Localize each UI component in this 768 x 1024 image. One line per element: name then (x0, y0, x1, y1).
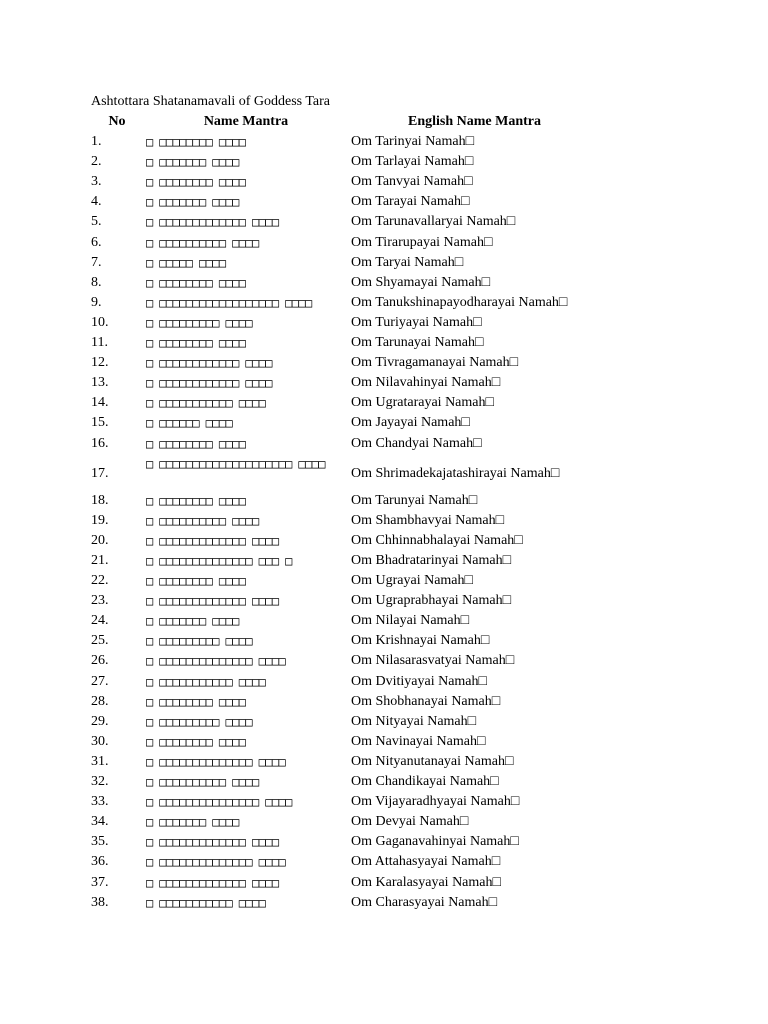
document-title: Ashtottara Shatanamavali of Goddess Tara (91, 94, 331, 109)
row-number: 28. (91, 693, 109, 709)
english-name-mantra-cell: Om Shyamayai Namah□ (351, 274, 491, 290)
table-row (0, 174, 768, 194)
english-name-mantra-cell: Om Dvitiyayai Namah□ (351, 673, 487, 689)
row-number: 22. (91, 573, 109, 588)
english-name-mantra-cell: Om Tarunavallaryai Namah□ (351, 214, 516, 230)
table-row (0, 395, 768, 415)
english-name-mantra-cell: Om Attahasyayai Namah□ (351, 854, 501, 870)
row-number: 26. (91, 653, 109, 669)
table-row (0, 593, 768, 613)
english-name-mantra-cell: Om Nilavahinyai Namah□ (351, 375, 501, 391)
row-number: 4. (91, 194, 102, 210)
table-row (0, 436, 768, 456)
english-name-mantra-cell: Om Karalasyayai Namah□ (351, 874, 501, 890)
name-mantra-cell: □ □□□□□□□□ □□□□ (146, 336, 246, 350)
table-row (0, 734, 768, 754)
english-name-mantra-cell: Om Nityayai Namah□ (351, 713, 477, 729)
name-mantra-cell: □ □□□□□□□ □□□□ (146, 815, 239, 830)
table-row (0, 674, 768, 694)
table-row (0, 533, 768, 553)
english-name-mantra-cell: Om Nilasarasvatyai Namah□ (351, 653, 515, 669)
name-mantra-cell: □ □□□□□□□□□□ □□□□ (146, 775, 259, 789)
english-name-mantra-cell: Om Taryai Namah□ (351, 254, 464, 270)
row-number: 29. (91, 713, 109, 729)
english-name-mantra-cell: Om Shobhanayai Namah□ (351, 693, 501, 709)
row-number: 20. (91, 532, 109, 548)
name-mantra-cell: □ □□□□□□ □□□□ (146, 416, 233, 431)
english-name-mantra-cell: Om Tarinyai Namah□ (351, 134, 475, 149)
english-name-mantra-cell: Om Nityanutanayai Namah□ (351, 753, 514, 769)
row-number: 38. (91, 894, 109, 910)
row-number: 35. (91, 834, 109, 850)
english-name-mantra-cell: Om Shambhavyai Namah□ (351, 512, 505, 528)
english-name-mantra-cell: Om Krishnayai Namah□ (351, 633, 490, 649)
row-number: 36. (91, 854, 109, 870)
english-name-mantra-cell: Om Chandyai Namah□ (351, 435, 482, 451)
row-number: 33. (91, 794, 109, 810)
name-mantra-cell: □ □□□□□□□□□□□□ □□□□ (146, 356, 272, 371)
table-row (0, 633, 768, 653)
english-name-mantra-cell: Om Gaganavahinyai Namah□ (351, 834, 519, 850)
table-row (0, 415, 768, 435)
table-row (0, 613, 768, 633)
english-name-mantra-cell: Om Vijayaradhyayai Namah□ (351, 794, 520, 810)
name-mantra-cell: □ □□□□□□□□□□ □□□□ (146, 235, 259, 250)
table-row (0, 255, 768, 275)
table-row (0, 814, 768, 834)
row-number: 30. (91, 733, 109, 749)
table-row (0, 235, 768, 255)
row-number: 34. (91, 814, 109, 830)
name-mantra-cell: □ □□□□□□□□ □□□□ (146, 175, 246, 190)
table-row (0, 573, 768, 593)
row-number: 12. (91, 355, 109, 371)
name-mantra-cell: □ □□□□□□□□□□□ □□□□ (146, 895, 266, 910)
table-row (0, 375, 768, 395)
english-name-mantra-cell: Om Tanukshinapayodharayai Namah□ (351, 294, 568, 310)
row-number: 3. (91, 174, 102, 190)
table-row (0, 456, 768, 493)
row-number: 11. (91, 335, 108, 350)
table-row (0, 295, 768, 315)
table-row (0, 194, 768, 214)
name-mantra-cell: □ □□□□□□□□ □□□□ (146, 694, 246, 709)
name-mantra-cell: □ □□□□□□□□□□□ □□□□ (146, 396, 266, 411)
name-mantra-cell: □ □□□□□□□□□□□□□□ □□□□ (146, 654, 286, 669)
row-number: 37. (91, 874, 109, 890)
name-mantra-cell: □ □□□□□□□□ □□□□ (146, 734, 246, 749)
row-number: 13. (91, 375, 109, 391)
row-number: 2. (91, 154, 102, 170)
english-name-mantra-cell: Om Charasyayai Namah□ (351, 894, 498, 910)
row-number: 5. (91, 214, 102, 230)
english-name-mantra-cell: Om Tarayai Namah□ (351, 194, 470, 210)
english-name-mantra-cell: Om Chhinnabhalayai Namah□ (351, 532, 523, 548)
name-mantra-cell: □ □□□□□□□□□ □□□□ (146, 634, 252, 649)
name-mantra-cell: □ □□□□□□□ □□□□ (146, 614, 239, 629)
english-name-mantra-cell: Om Tarlayai Namah□ (351, 154, 474, 170)
name-mantra-cell: □ □□□□□□□□□□□□□ □□□□ (146, 835, 279, 850)
english-name-mantra-cell: Om Tarunyai Namah□ (351, 492, 478, 508)
name-mantra-cell: □ □□□□□□□□□□□□□□ □□□□ (146, 855, 286, 870)
name-mantra-cell: □ □□□□□□□□ □□□□ (146, 436, 246, 451)
header-name-mantra: Name Mantra (203, 114, 289, 129)
row-number: 23. (91, 593, 109, 609)
row-number: 10. (91, 314, 109, 330)
row-number: 31. (91, 753, 109, 769)
table-row (0, 154, 768, 174)
name-mantra-cell: □ □□□□□□□□□□□□□ □□□□ (146, 875, 279, 890)
name-mantra-cell: □ □□□□□□□□□□□ □□□□ (146, 674, 266, 689)
table-row (0, 895, 768, 915)
table-row (0, 875, 768, 895)
english-name-mantra-cell: Om Devyai Namah□ (351, 814, 469, 830)
row-number: 6. (91, 234, 102, 250)
name-mantra-cell: □ □□□□□□□□ □□□□ (146, 493, 246, 508)
name-mantra-cell: □ □□□□□□□□□□□□□ □□□□ (146, 594, 279, 609)
english-name-mantra-cell: Om Ugratarayai Namah□ (351, 395, 494, 411)
name-mantra-cell: □ □□□□□□□□ □□□□ (146, 574, 246, 588)
row-number: 16. (91, 435, 109, 451)
english-name-mantra-cell: Om Ugrayai Namah□ (351, 573, 473, 588)
row-number: 18. (91, 492, 109, 508)
table-row (0, 754, 768, 774)
table-row (0, 493, 768, 513)
english-name-mantra-cell: Om Tivragamanayai Namah□ (351, 355, 519, 371)
table-row (0, 714, 768, 734)
row-number: 17. (91, 465, 109, 481)
english-name-mantra-cell: Om Bhadratarinyai Namah□ (351, 552, 512, 568)
row-number: 27. (91, 673, 109, 689)
header-no: No (108, 114, 126, 129)
row-number: 14. (91, 395, 109, 411)
table-row (0, 355, 768, 375)
english-name-mantra-cell: Om Turiyayai Namah□ (351, 314, 482, 330)
row-number: 9. (91, 294, 102, 310)
english-name-mantra-cell: Om Nilayai Namah□ (351, 613, 470, 629)
name-mantra-cell: □ □□□□□□□□□ □□□□ (146, 315, 252, 330)
row-number: 19. (91, 512, 109, 528)
table-row (0, 315, 768, 335)
english-name-mantra-cell: Om Tanvyai Namah□ (351, 174, 473, 190)
table-row (0, 513, 768, 533)
table-row (0, 854, 768, 874)
table-row (0, 794, 768, 814)
english-name-mantra-cell: Om Navinayai Namah□ (351, 733, 486, 749)
english-name-mantra-cell: Om Tarunayai Namah□ (351, 335, 484, 350)
name-mantra-cell: □ □□□□□□□□□□ □□□□ (146, 513, 259, 528)
name-mantra-cell: □ □□□□□□□□□□□□ □□□□ (146, 376, 272, 391)
name-mantra-cell: □ □□□□□ □□□□ (146, 255, 226, 270)
name-mantra-cell: □ □□□□□□□□ □□□□ (146, 135, 246, 149)
table-row (0, 335, 768, 355)
english-name-mantra-cell: Om Jayayai Namah□ (351, 415, 470, 431)
table-row (0, 553, 768, 573)
english-name-mantra-cell: Om Tirarupayai Namah□ (351, 234, 493, 250)
table-row (0, 275, 768, 295)
row-number: 8. (91, 274, 102, 290)
row-number: 25. (91, 633, 109, 649)
table-row (0, 653, 768, 673)
name-mantra-cell: □ □□□□□□□□□□□□□□ □□□ □ (146, 553, 292, 568)
name-mantra-cell: □ □□□□□□□□□□□□□ □□□□ (146, 533, 279, 548)
table-row (0, 834, 768, 854)
name-mantra-cell: □ □□□□□□□□□□□□□□□□□□□□ □□□□ (146, 456, 325, 471)
name-mantra-cell: □ □□□□□□□□□□□□□ □□□□ (146, 215, 279, 230)
name-mantra-cell: □ □□□□□□□□□□□□□□ □□□□ (146, 754, 286, 769)
english-name-mantra-cell: Om Shrimadekajatashirayai Namah□ (351, 465, 560, 481)
row-number: 1. (91, 134, 102, 149)
english-name-mantra-cell: Om Chandikayai Namah□ (351, 774, 499, 789)
row-number: 15. (91, 415, 109, 431)
table-row (0, 134, 768, 154)
table-row (0, 214, 768, 234)
header-english-name-mantra: English Name Mantra (408, 114, 541, 129)
name-mantra-cell: □ □□□□□□□□□ □□□□ (146, 714, 252, 729)
name-mantra-cell: □ □□□□□□□□□□□□□□□ □□□□ (146, 795, 292, 810)
name-mantra-cell: □ □□□□□□□□□□□□□□□□□□ □□□□ (146, 295, 312, 310)
row-number: 32. (91, 774, 109, 789)
row-number: 24. (91, 613, 109, 629)
english-name-mantra-cell: Om Ugraprabhayai Namah□ (351, 593, 512, 609)
name-mantra-cell: □ □□□□□□□□ □□□□ (146, 275, 246, 290)
name-mantra-cell: □ □□□□□□□ □□□□ (146, 195, 239, 210)
table-row (0, 694, 768, 714)
table-row (0, 774, 768, 794)
row-number: 7. (91, 254, 102, 270)
row-number: 21. (91, 552, 109, 568)
name-mantra-cell: □ □□□□□□□ □□□□ (146, 155, 239, 170)
